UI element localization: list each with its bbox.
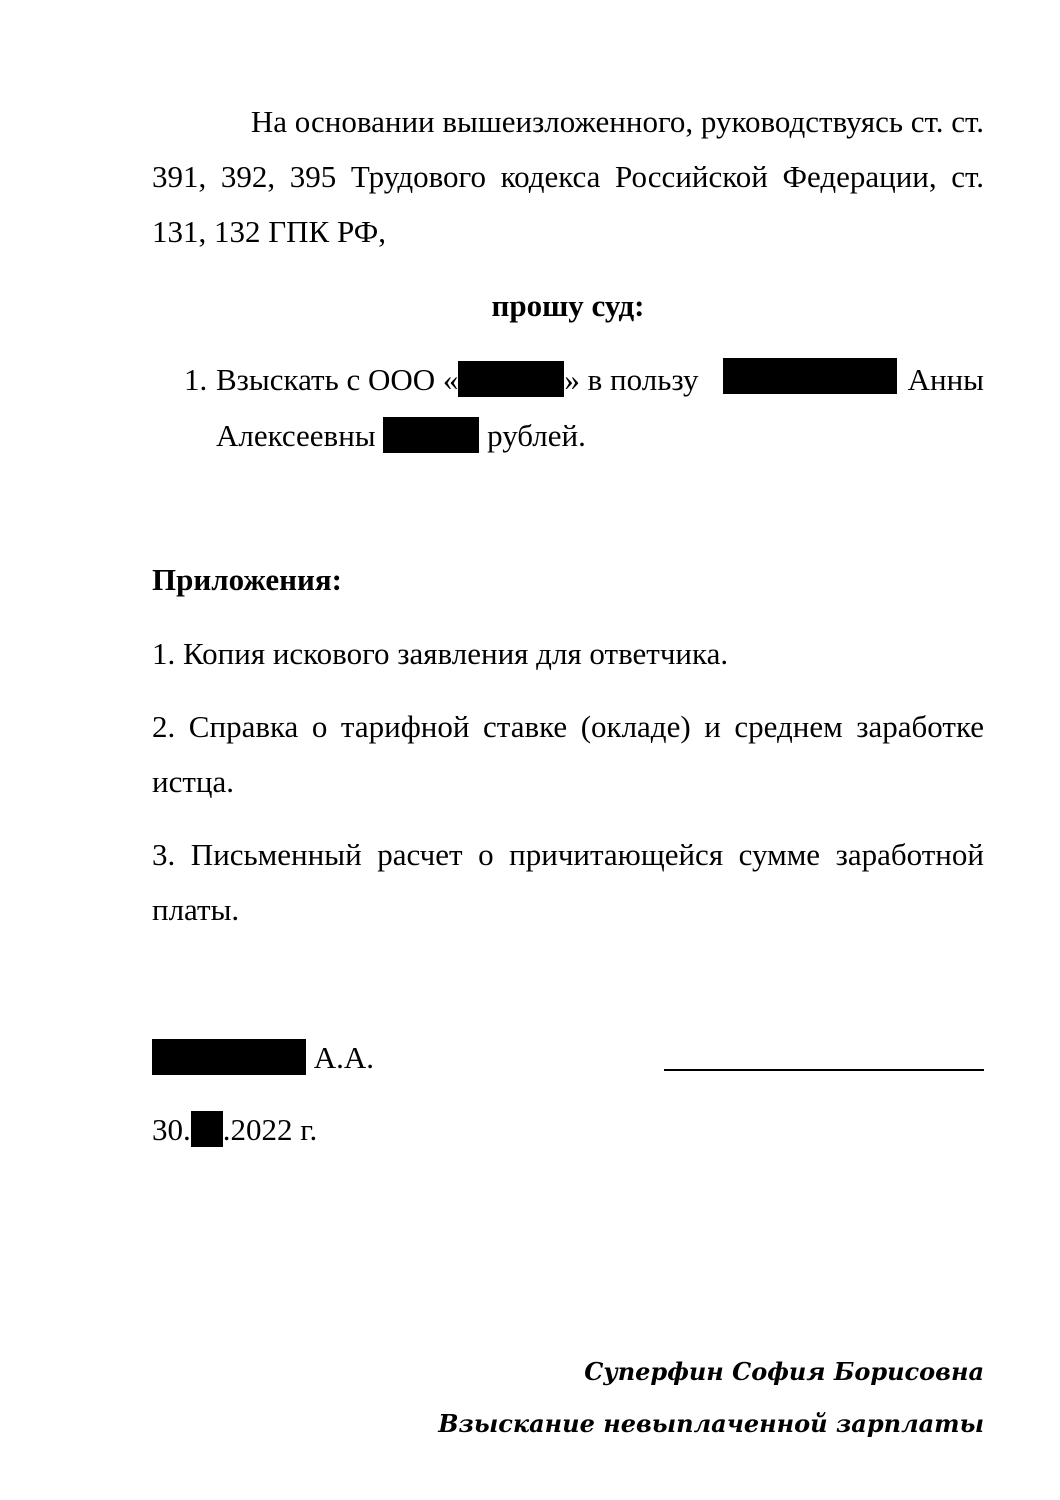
footer-topic: Взыскание невыплаченной зарплаты — [438, 1409, 984, 1438]
attachments-heading: Приложения: — [152, 562, 342, 597]
date-prefix: 30. — [152, 1112, 191, 1147]
signature-initials: А.А. — [313, 1040, 375, 1075]
attachment-item-3-line-1: 3. Письменный расчет о причитающейся сумме заработной — [152, 837, 984, 872]
redaction-amount — [383, 417, 479, 453]
date-suffix: .2022 г. — [222, 1112, 318, 1147]
attachment-item-3-line-2: платы. — [152, 892, 240, 927]
request-item-part-3: Анны — [907, 362, 984, 397]
request-item-number: 1. — [184, 362, 208, 397]
request-item-part-4: Алексеевны — [216, 418, 376, 453]
signature-line — [664, 1069, 984, 1071]
attachment-item-2-line-1: 2. Справка о тарифной ставке (окладе) и среднем заработке — [152, 709, 984, 744]
redaction-month — [191, 1111, 223, 1147]
request-heading: прошу суд: — [491, 288, 645, 323]
basis-line-1: На основании вышеизложенного, руководствуясь ст. ст. — [250, 104, 984, 139]
attachment-item-1: 1. Копия искового заявления для ответчика. — [152, 636, 729, 671]
basis-line-2: 391, 392, 395 Трудового кодекса Российской Федерации, ст. — [152, 159, 984, 194]
request-item-part-1: Взыскать с ООО « — [216, 362, 459, 397]
footer-author: Суперфин София Борисовна — [584, 1357, 984, 1386]
signature-name — [152, 1038, 374, 1078]
redaction-signer-surname — [152, 1039, 306, 1075]
signature-date — [152, 1110, 317, 1150]
request-item-part-5: рублей. — [487, 418, 586, 453]
attachment-item-2-line-2: истца. — [152, 764, 234, 799]
request-item-part-2: » в пользу — [564, 362, 699, 397]
request-item-line-2 — [216, 416, 586, 456]
basis-line-3: 131, 132 ГПК РФ, — [152, 214, 386, 249]
